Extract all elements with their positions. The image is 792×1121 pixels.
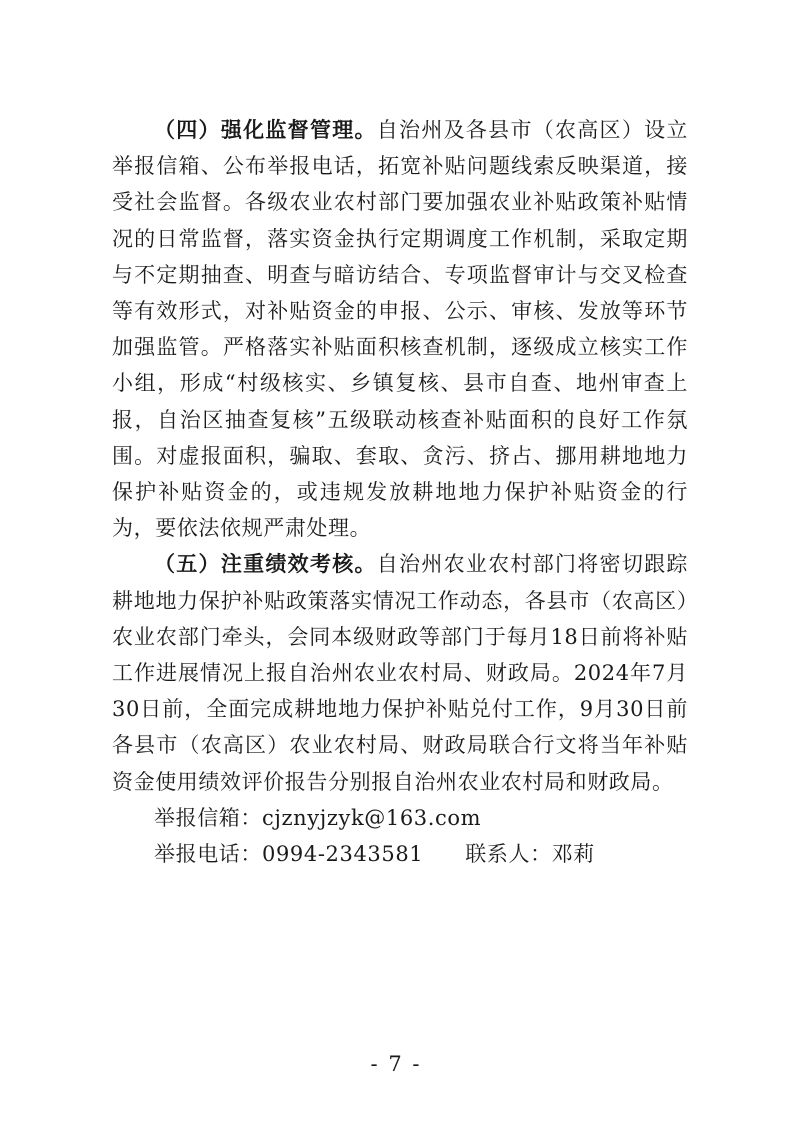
paragraph-text-supervision: 自治州及各县市（农高区）设立举报信箱、公布举报电话，拓宽补贴问题线索反映渠道，接受社会监督。各级农业农村部门要加强农业补贴政策补贴情况的日常监督，落实资金执行定期调度工作机制，采取定期与不定期抽查、明查与暗访结合、专项监督审计与交叉检查等有效形式，对补贴资金的申报、公示、审核、发放等环节加强监管。严格落实补贴面积核查机制，逐级成立核实工作小组，形成“村级核实、乡镇复核、县市自查、地州审查上报，自治区抽查复核”五级联动核查补贴面积的良好工作氛围。对虚报面积，骗取、套取、贪污、挤占、挪用耕地地力保护补贴资金的，或违规发放耕地地力保护补贴资金的行为，要依法依规严肃处理。	[112, 118, 688, 541]
page-number: - 7 -	[370, 1052, 422, 1076]
paragraph-heading-performance: （五）注重绩效考核。	[154, 552, 377, 577]
email-value: cjznyjzyk@163.com	[262, 805, 482, 830]
document-body	[112, 112, 688, 872]
person-value: 邓莉	[551, 842, 595, 867]
person-label: 联系人：	[465, 842, 552, 867]
paragraph-performance	[112, 546, 688, 799]
contact-phone-line	[112, 836, 688, 872]
phone-value: 0994-2343581	[262, 842, 424, 867]
paragraph-heading-supervision: （四）强化监督管理。	[154, 118, 377, 142]
paragraph-text-performance: 自治州农业农村部门将密切跟踪耕地地力保护补贴政策落实情况工作动态，各县市（农高区）农业农部门牵头，会同本级财政等部门于每月18日前将补贴工作进展情况上报自治州农业农村局、财政局。2024年7月30日前，全面完成耕地地力保护补贴兑付工作，9月30日前各县市（农高区）农业农村局、财政局联合行文将当年补贴资金使用绩效评价报告分别报自治州农业农村局和财政局。	[112, 552, 688, 794]
paragraph-supervision	[112, 112, 688, 546]
phone-label: 举报电话：	[154, 842, 262, 867]
email-label: 举报信箱：	[154, 805, 262, 830]
contact-email-line	[112, 800, 688, 836]
